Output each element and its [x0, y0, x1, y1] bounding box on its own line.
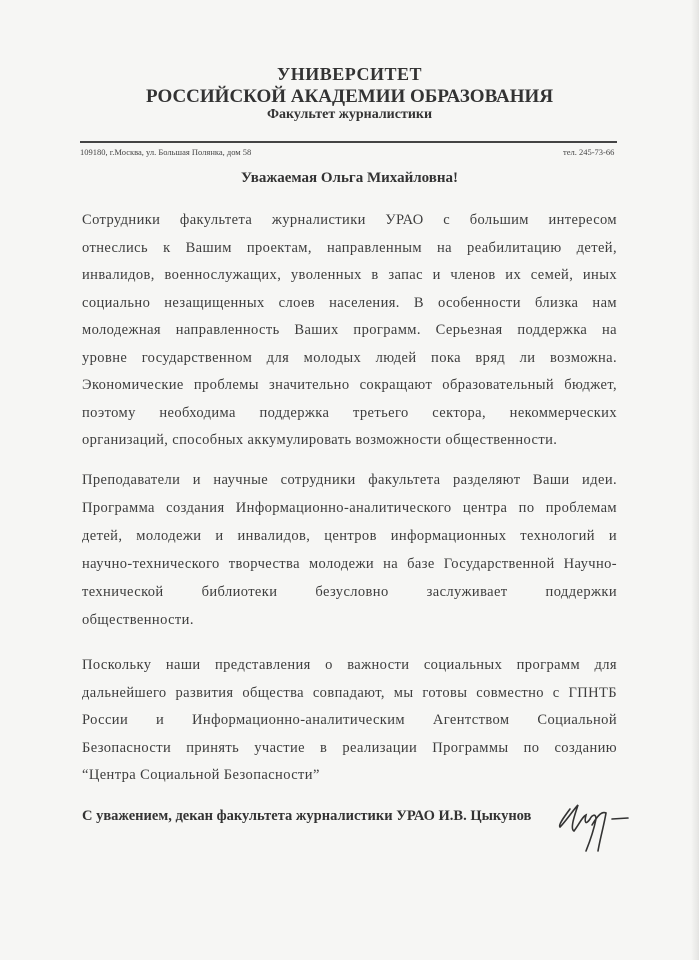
paragraph-3-line: “Центра Социальной Безопасности” — [82, 767, 320, 784]
paragraph-1-line: уровне государственном для молодых людей пока вряд ли возможна. — [82, 349, 617, 366]
paragraph-3-line: России и Информационно-аналитическим Агентством Социальной — [82, 712, 617, 729]
paragraph-2-line: Программа создания Информационно-аналитического центра по проблемам — [82, 500, 617, 516]
paragraph-2-line: детей, молодежи и инвалидов, центров информационных технологий и — [82, 528, 617, 544]
scan-edge — [691, 0, 699, 960]
letterhead-academy: РОССИЙСКОЙ АКАДЕМИИ ОБРАЗОВАНИЯ — [145, 86, 554, 107]
paragraph-1-line: организаций, способных аккумулировать возможности общественности. — [82, 432, 558, 448]
closing-line: С уважением, декан факультета журналистики УРАО И.В. Цыкунов — [82, 808, 532, 824]
paragraph-2-line: научно-технического творчества молодежи на базе Государственной Научно- — [82, 556, 617, 572]
letterhead-faculty: Факультет журналистики — [266, 107, 433, 122]
paragraph-2-line: Преподаватели и научные сотрудники факультета разделяют Ваши идеи. — [82, 472, 617, 488]
paragraph-3-line: Безопасности принять участие в реализации Программы по созданию — [82, 739, 617, 756]
letterhead-university: УНИВЕРСИТЕТ — [277, 64, 422, 84]
signature — [552, 795, 652, 855]
paragraph-1-line: поэтому необходима поддержка третьего сектора, некоммерческих — [82, 404, 617, 421]
paragraph-3-line: дальнейшего развития общества совпадают, мы готовы совместно с ГПНТБ — [82, 684, 617, 701]
greeting: Уважаемая Ольга Михайловна! — [241, 170, 458, 186]
paragraph-3-line: Поскольку наши представления о важности социальных программ для — [82, 657, 617, 673]
letterhead-phone: тел. 245-73-66 — [563, 147, 615, 157]
paragraph-1-line: Экономические проблемы значительно сокращают образовательный бюджет, — [82, 377, 617, 393]
paragraph-1-line: отнеслись к Вашим проектам, направленным на реабилитацию детей, — [82, 239, 617, 256]
letterhead-rule — [80, 141, 617, 143]
paragraph-2-line: общественности. — [82, 612, 194, 628]
paragraph-1-line: Сотрудники факультета журналистики УРАО с большим интересом — [82, 212, 617, 228]
paragraph-1-line: социально незащищенных слоев населения. В особенности близка нам — [82, 294, 617, 311]
paragraph-1-line: молодежная направленность Ваших программ. Серьезная поддержка на — [82, 322, 617, 338]
paragraph-2-line: технической библиотеки безусловно заслуживает поддержки — [82, 584, 617, 600]
paragraph-1-line: инвалидов, военнослужащих, уволенных в запас и членов их семей, иных — [82, 267, 617, 283]
letterhead-address: 109180, г.Москва, ул. Большая Полянка, дом 58 — [80, 147, 252, 157]
